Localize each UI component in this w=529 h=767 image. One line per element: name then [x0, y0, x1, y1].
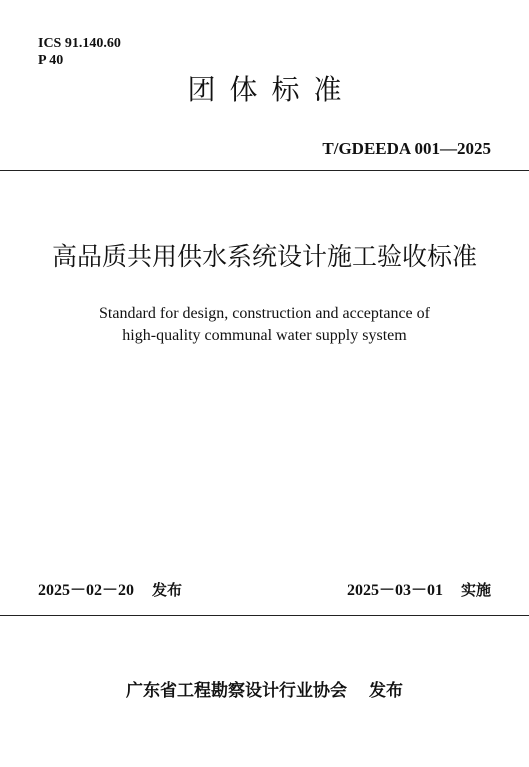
issue-date: 2025－02－20: [38, 582, 135, 599]
standard-number: T/GDEEDA 001—2025: [322, 139, 491, 158]
english-title-line-1: Standard for design, construction and acceptance of: [99, 305, 430, 322]
implement-date-block: [347, 580, 491, 601]
issue-label: 发布: [152, 581, 183, 599]
publisher-action: 发布: [369, 681, 403, 701]
issue-date-block: [38, 580, 182, 601]
top-divider: [0, 170, 529, 171]
publisher-name: 广东省工程勘察设计行业协会: [126, 681, 347, 701]
implement-date: 2025－03－01: [346, 582, 443, 599]
bottom-divider: [0, 615, 529, 616]
chinese-title: 高品质共用供水系统设计施工验收标准: [51, 242, 477, 271]
implement-label: 实施: [460, 581, 491, 599]
category-code: P 40: [38, 53, 64, 68]
standard-type-heading: 团体标准: [187, 73, 356, 106]
ics-code: ICS 91.140.60: [38, 36, 121, 51]
english-title-line-2: high-quality communal water supply system: [122, 327, 407, 344]
publisher-block: [0, 680, 529, 702]
